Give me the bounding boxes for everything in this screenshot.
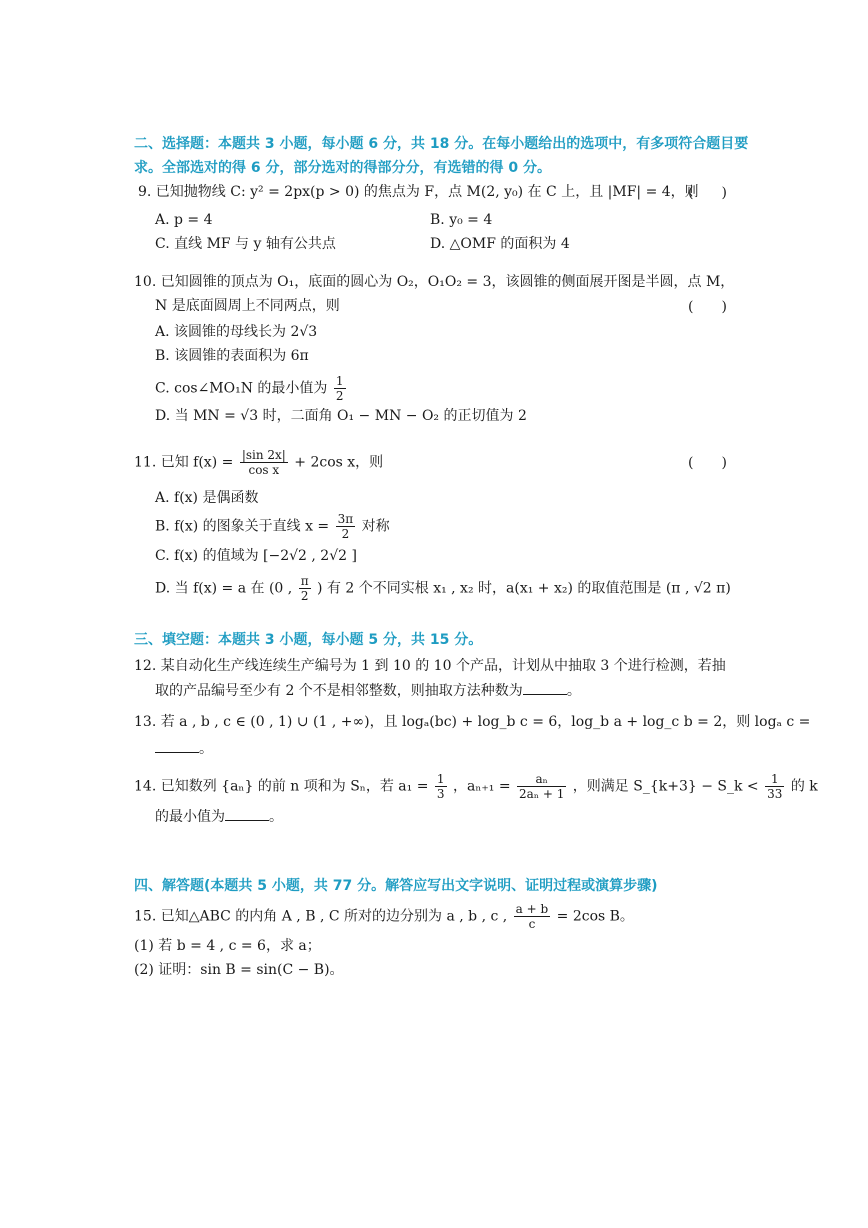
q11-answer-paren: ( ) bbox=[688, 455, 727, 471]
q9-stem: 9. 已知抛物线 C: y² = 2px(p > 0) 的焦点为 F，点 M(2, y₀) 在 C 上，且 |MF| = 4，则 bbox=[138, 184, 699, 200]
q15-post: = 2cos B。 bbox=[556, 908, 634, 925]
q14-answer-blank[interactable] bbox=[225, 806, 269, 821]
q14-mid2: ，则满足 S_{k+3} − S_k < bbox=[572, 778, 759, 795]
q10-option-c bbox=[155, 374, 348, 403]
q11-option-c: C. f(x) 的值域为 [−2√2 , 2√2 ] bbox=[155, 548, 357, 564]
q11-option-d-pre: D. 当 f(x) = a 在 (0 , bbox=[155, 580, 293, 597]
q12-line2 bbox=[155, 680, 581, 701]
q9-option-b: B. y₀ = 4 bbox=[430, 212, 493, 228]
fraction-denominator: 2 bbox=[341, 527, 350, 541]
fraction-numerator: a + b bbox=[515, 902, 549, 916]
q15-part1: (1) 若 b = 4 , c = 6，求 a； bbox=[134, 938, 321, 954]
q9-option-d: D. △OMF 的面积为 4 bbox=[430, 236, 570, 252]
q10-answer-paren: ( ) bbox=[688, 299, 727, 315]
q11-option-a: A. f(x) 是偶函数 bbox=[155, 490, 259, 506]
section2-title-line2: 求。全部选对的得 6 分，部分选对的得部分分，有选错的得 0 分。 bbox=[134, 160, 551, 176]
fraction-denominator: c bbox=[528, 917, 536, 931]
q11-option-b-pre: B. f(x) 的图象关于直线 x = bbox=[155, 518, 330, 535]
fraction-denominator: 2 bbox=[335, 389, 344, 403]
q13-line2 bbox=[155, 738, 213, 759]
q12-line1: 12. 某自动化生产线连续生产编号为 1 到 10 的 10 个产品，计划从中抽取 3 个进行检测，若抽 bbox=[134, 658, 726, 674]
q10-stem-line1: 10. 已知圆锥的顶点为 O₁，底面的圆心为 O₂，O₁O₂ = 3，该圆锥的侧面展开图是半圆，点 M， bbox=[134, 274, 735, 290]
fraction-numerator: π bbox=[300, 574, 309, 588]
fraction-numerator: |sin 2x| bbox=[241, 448, 286, 462]
fraction-denominator: 33 bbox=[767, 787, 783, 801]
fraction-denominator: 3 bbox=[436, 787, 445, 801]
q11-option-d-post: ) 有 2 个不同实根 x₁ , x₂ 时，a(x₁ + x₂) 的取值范围是 (π , √2 π) bbox=[317, 580, 731, 597]
q11-stem-pre: 11. 已知 f(x) = bbox=[134, 454, 234, 471]
fraction-numerator: 3π bbox=[337, 512, 354, 526]
q11-stem bbox=[134, 448, 383, 477]
q11-option-d bbox=[155, 574, 731, 603]
q15-part2: (2) 证明：sin B = sin(C − B)。 bbox=[134, 962, 344, 978]
fraction-denominator: 2 bbox=[300, 589, 309, 603]
q12-line2-text: 取的产品编号至少有 2 个不是相邻整数，则抽取方法种数为 bbox=[155, 683, 523, 699]
q15-fraction bbox=[514, 902, 551, 931]
section4-title: 四、解答题(本题共 5 小题，共 77 分。解答应写出文字说明、证明过程或演算步骤) bbox=[134, 878, 658, 894]
q10-stem-line2: N 是底面圆周上不同两点，则 bbox=[155, 298, 340, 314]
q14-post: 的 k bbox=[790, 778, 818, 795]
q9-answer-paren: ( ) bbox=[688, 185, 727, 201]
q13-line2-end: 。 bbox=[199, 741, 213, 757]
q11-option-b-post: 对称 bbox=[361, 518, 390, 535]
q14-a1-fraction bbox=[435, 772, 447, 801]
section3-title: 三、填空题：本题共 3 小题，每小题 5 分，共 15 分。 bbox=[134, 632, 483, 648]
q14-bound-fraction bbox=[765, 772, 784, 801]
q14-recurrence-fraction bbox=[517, 772, 566, 801]
q11-fraction bbox=[240, 448, 288, 477]
q10-option-c-fraction bbox=[334, 374, 346, 403]
q9-option-c: C. 直线 MF 与 y 轴有公共点 bbox=[155, 236, 336, 252]
q14-mid: ，aₙ₊₁ = bbox=[452, 778, 511, 795]
section2-title-line1: 二、选择题：本题共 3 小题，每小题 6 分，共 18 分。在每小题给出的选项中，有多项符合题目要 bbox=[134, 136, 749, 152]
q14-line2-text: 的最小值为 bbox=[155, 809, 225, 825]
q11-stem-post: + 2cos x，则 bbox=[294, 454, 384, 471]
fraction-denominator: cos x bbox=[248, 463, 280, 477]
q10-option-b: B. 该圆锥的表面积为 6π bbox=[155, 348, 309, 364]
q13-answer-blank[interactable] bbox=[155, 738, 199, 753]
q11-option-d-fraction bbox=[299, 574, 311, 603]
q14-line1 bbox=[134, 772, 818, 801]
fraction-numerator: 1 bbox=[335, 374, 344, 388]
q15-stem bbox=[134, 902, 634, 931]
fraction-denominator: 2aₙ + 1 bbox=[519, 787, 565, 801]
q10-option-c-text: C. cos∠MO₁N 的最小值为 bbox=[155, 380, 328, 397]
q10-option-d: D. 当 MN = √3 时，二面角 O₁ − MN − O₂ 的正切值为 2 bbox=[155, 408, 527, 424]
q14-pre: 14. 已知数列 {aₙ} 的前 n 项和为 Sₙ，若 a₁ = bbox=[134, 778, 429, 795]
q13-line1: 13. 若 a , b , c ∈ (0 , 1) ∪ (1 , +∞)，且 logₐ(bc) + log_b c = 6，log_b a + log_c b = 2，则 logₐ c = bbox=[134, 714, 811, 730]
q12-line2-end: 。 bbox=[566, 683, 581, 699]
q12-answer-blank[interactable] bbox=[523, 680, 567, 695]
q14-line2 bbox=[155, 806, 283, 827]
q15-pre: 15. 已知△ABC 的内角 A , B , C 所对的边分别为 a , b , c , bbox=[134, 908, 508, 925]
fraction-numerator: aₙ bbox=[517, 772, 566, 787]
q11-option-b-fraction bbox=[336, 512, 356, 541]
q10-option-a: A. 该圆锥的母线长为 2√3 bbox=[155, 324, 318, 340]
fraction-numerator: 1 bbox=[436, 772, 445, 786]
q14-line2-end: 。 bbox=[269, 809, 283, 825]
q11-option-b bbox=[155, 512, 390, 541]
q9-option-a: A. p = 4 bbox=[155, 212, 213, 228]
fraction-numerator: 1 bbox=[765, 772, 784, 787]
